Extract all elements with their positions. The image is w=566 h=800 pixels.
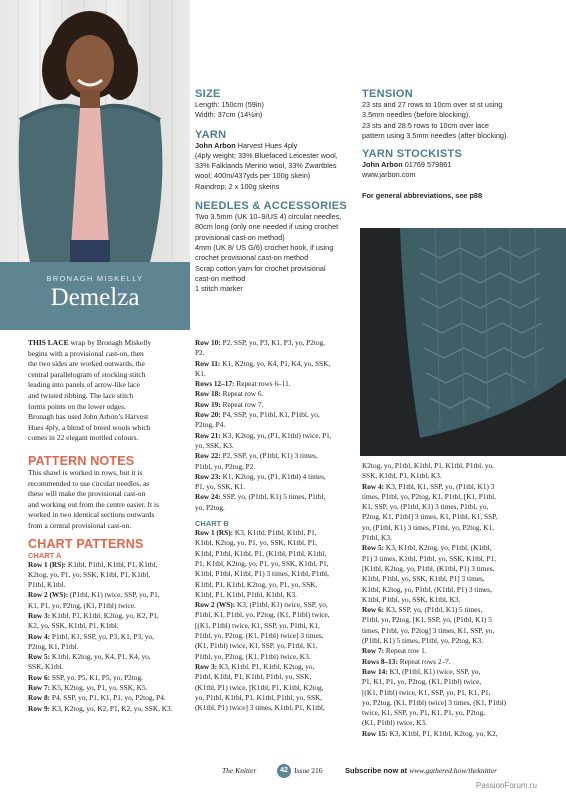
row-instructions: K1.	[195, 368, 206, 378]
pattern-row	[362, 708, 562, 718]
model-wearing-shawl-image	[0, 0, 190, 262]
pattern-row	[28, 704, 193, 714]
row-instructions: yo, P1tbl, K1tbl, P1, K1tbl, P1tbl, yo, SSK,	[195, 692, 323, 702]
pattern-row	[195, 590, 361, 600]
row-instructions: K3, K1tbl, P1tbl, K1tbl, P1,	[233, 528, 317, 538]
intro-line: comes in 22 elegant mottled colours.	[28, 433, 139, 443]
needles-line: 80cm long (only one needed if using crochet	[195, 222, 339, 232]
row-label: Row 4:	[362, 481, 385, 491]
pattern-row	[195, 703, 361, 713]
pattern-row	[28, 693, 193, 703]
pattern-row	[195, 631, 361, 641]
needles-line: Scrap cotton yarn for crochet provisional	[195, 263, 326, 273]
row-instructions: K2tog, yo, P1, yo, SSK, K1tbl, P1, K1tbl,	[28, 569, 151, 579]
row-instructions: times, P1tbl, yo, P2tog] 3 times, K1, SSP, yo,	[362, 625, 495, 635]
pattern-notes-text: This shawl is worked in rows, but it is recommended to use circular needles, as these will make the provisional cast-on and working out from the centre easier. It is worked in two identical sections outwards from a central provisional cast-on.	[28, 467, 160, 530]
row-label: Row 11:	[195, 358, 221, 368]
pattern-row	[362, 585, 562, 595]
intro-lead: THIS LACE	[28, 338, 69, 347]
row-instructions: K3, K1tbl, P1, K1tbl, K2tog, yo, K2,	[387, 728, 498, 738]
pattern-row	[362, 533, 562, 543]
pattern-row	[195, 621, 361, 631]
row-instructions: K1tbl, K2tog, yo, P1, yo, SSK, K1tbl, P1,	[195, 538, 318, 548]
pattern-row	[362, 677, 562, 687]
pattern-row	[362, 543, 562, 553]
row-instructions: K3, K1tbl, K2tog, yo, P1tbl, (K1tbl,	[384, 543, 492, 553]
intro-line: the two sides are worked outwards, the	[28, 359, 145, 369]
pattern-row	[362, 626, 562, 636]
row-instructions: twice, K1, SSP, yo, P1, K1, P1, yo, P2tog,	[362, 708, 486, 718]
row-instructions: P1tbl, yo, P2tog, (K1, P1tbl) twice, K3.	[195, 651, 311, 661]
stockists-heading: YARN STOCKISTS	[362, 148, 463, 161]
row-label: Row 2 (WS):	[195, 600, 236, 610]
chart-a-heading: CHART A	[28, 550, 62, 560]
pattern-row	[362, 492, 562, 502]
row-instructions: Repeat row 6.	[220, 389, 264, 399]
shawl-detail-photo	[360, 228, 566, 456]
yarn-line: 33% Falklands Merino wool, 33% Zwartbles	[195, 161, 337, 171]
row-instructions: (P1tbl, K1) 5 times, P1tbl, yo, P2tog, K3.	[362, 636, 484, 646]
yarn-line: (4ply weight; 33% Bluefaced Leicester wool,	[195, 150, 338, 160]
pattern-row	[28, 673, 193, 683]
pattern-row	[28, 621, 193, 631]
pattern-row	[195, 580, 361, 590]
row-instructions: P1tbl, yo, P2tog, P2.	[195, 461, 256, 471]
subscribe-text: Subscribe now at www.gathered.how/theknitter	[345, 766, 498, 775]
chart-a-rows-continued	[195, 338, 361, 513]
row-instructions: K1, SSP, yo, (P1tbl, K1) 3 times, P1tbl, yo,	[362, 502, 489, 512]
pattern-row	[362, 574, 562, 584]
row-label: Rows 12–17:	[195, 379, 235, 389]
pattern-row	[28, 580, 193, 590]
row-instructions: P1tbl, K3.	[362, 533, 392, 543]
tension-heading: TENSION	[362, 88, 413, 100]
row-instructions: (K1, P1tbl) twice, K3.	[362, 718, 427, 728]
pattern-row	[195, 431, 361, 441]
row-instructions: [K1tbl, K2tog, yo, P1tbl, (K1tbl, P1) 3 times,	[362, 563, 495, 573]
row-instructions: K2, yo, SSK, K1tbl, P1, K1tbl.	[28, 621, 119, 631]
row-instructions: P2tog, K1, P1tbl.	[28, 641, 79, 651]
specs-middle-column	[195, 88, 360, 294]
row-instructions: P1, K1, P1, yo, P2tog, (K1, P1tbl) twice,	[362, 677, 482, 687]
row-label: Row 14:	[362, 666, 388, 676]
pattern-row	[195, 379, 361, 389]
pattern-row	[195, 503, 361, 513]
page-number: 42	[277, 764, 291, 778]
yarn-name: Harvest Hues 4ply	[235, 140, 298, 150]
chart-a-rows	[28, 560, 193, 714]
pattern-row	[195, 400, 361, 410]
tension-line: 23 sts and 28.5 rows to 10cm over lace	[362, 120, 489, 130]
row-label: Row 3:	[28, 610, 51, 620]
row-instructions: (P1tbl, K1) twice, SSP, yo, P1,	[68, 590, 160, 600]
row-label: Row 5:	[362, 543, 385, 553]
column-3	[362, 461, 562, 739]
pattern-row	[195, 359, 361, 369]
pattern-row	[28, 662, 193, 672]
row-label: Row 9:	[28, 703, 51, 713]
size-heading: SIZE	[195, 88, 221, 100]
pattern-row	[195, 610, 361, 620]
pattern-row	[362, 667, 562, 677]
row-instructions: [(K1, P1tbl) twice, K1, SSP, yo, P1tbl, K1,	[195, 620, 320, 630]
row-instructions: K1tbl, P1tbl, yo, SSK, K1tbl, K3.	[362, 594, 461, 604]
pattern-row	[362, 688, 562, 698]
row-instructions: SSP, yo, P5, K1, P5, yo, P2tog.	[50, 672, 143, 682]
pattern-row	[28, 590, 193, 600]
row-instructions: P1tbl, K1, P1tbl, yo, P2tog, (K1, P1tbl) twice,	[195, 610, 330, 620]
row-label: Row 23:	[195, 471, 221, 481]
row-label: Row 5:	[28, 652, 51, 662]
row-label: Row 3:	[195, 661, 218, 671]
yarn-line: wool; 400m/437yds per 100g skein)	[195, 171, 311, 181]
pattern-row	[362, 657, 562, 667]
needles-line: 1 stitch marker	[195, 284, 243, 294]
specs-right-column	[362, 88, 562, 201]
row-instructions: K1, K2tog, yo, (P1, K1tbl) 4 times,	[220, 471, 326, 481]
row-instructions: P1) 3 times, K1tbl, P1tbl, yo, SSK, K1tbl, P1,	[362, 553, 496, 563]
intro-paragraph	[28, 338, 193, 444]
row-instructions: P4, SSP, yo, P1, K1, P1, yo, P2tog, P4.	[50, 693, 166, 703]
row-instructions: K1tbl, P1, K1tbl, P1tbl, K1tbl, K3.	[195, 589, 297, 599]
row-instructions: (K1, P1tbl) twice, K1, SSP, yo, P1tbl, K1,	[195, 641, 318, 651]
row-instructions: yo, P2tog.	[195, 502, 225, 512]
row-label: Row 20:	[195, 410, 221, 420]
row-label: Row 18:	[195, 389, 221, 399]
row-instructions: K5, K2tog, yo, P1, yo, SSK, K5.	[50, 683, 148, 693]
row-instructions: P1tbl, K1tbl.	[28, 580, 66, 590]
row-instructions: K2tog, yo, P1tbl, K1tbl, P1, K1tbl, P1tbl, yo,	[362, 461, 494, 470]
row-instructions: K1tbl, P1, K1tbl, K2tog, yo, K2, P1,	[50, 610, 159, 620]
pattern-row	[195, 600, 361, 610]
chart-b-rows	[195, 528, 361, 713]
yarn-line: Raindrop; 2 x 100g skeins	[195, 181, 280, 191]
pattern-row	[362, 523, 562, 533]
stockist-brand: John Arbon	[362, 160, 403, 170]
pattern-title: Demelza	[50, 284, 140, 311]
pattern-row	[195, 472, 361, 482]
row-instructions: P1tbl, yo, P2tog, [K1, SSP, yo, (P1tbl, K1) 5	[362, 615, 492, 625]
pattern-row	[362, 615, 562, 625]
pattern-row	[195, 559, 361, 569]
chart-b-heading: CHART B	[195, 519, 229, 529]
chart-patterns-heading: CHART PATTERNS	[28, 536, 144, 551]
pattern-row	[195, 672, 361, 682]
row-instructions: K3, SSP, yo, (P1tbl, K1) 5 times,	[384, 605, 483, 615]
row-instructions: P1tbl, K1, SSP, yo, P3, K1, P3, yo,	[50, 631, 154, 641]
pattern-row	[195, 451, 361, 461]
row-label: Row 8:	[28, 693, 51, 703]
pattern-row	[195, 420, 361, 430]
pattern-row	[362, 461, 562, 471]
pattern-row	[362, 564, 562, 574]
pattern-row	[362, 718, 562, 728]
title-panel	[0, 262, 190, 330]
designer-name: BRONAGH MISKELLY	[46, 274, 144, 283]
pattern-row	[362, 471, 562, 481]
stockist-website-link[interactable]: www.jarbon.com	[362, 170, 416, 180]
pattern-row	[362, 502, 562, 512]
pattern-row	[362, 512, 562, 522]
row-instructions: P2tog, K1, P1tbl] 3 times, K1, P1tbl, K1, SSP,	[362, 512, 498, 522]
chart-b-rows-continued	[362, 461, 562, 739]
row-instructions: (K1tbl, P1) twice, [K1tbl, P1, K1tbl, K2tog,	[195, 682, 324, 692]
pattern-notes-heading: PATTERN NOTES	[28, 453, 135, 468]
size-line: Width: 37cm (14½in)	[195, 110, 263, 120]
row-instructions: yo, P2tog, (K1, P1tbl) twice] 3 times, (K1, P1tbl)	[362, 697, 507, 707]
row-instructions: SSK, K1tbl.	[28, 662, 64, 672]
row-label: Rows 8–13:	[362, 656, 398, 666]
row-label: Row 4:	[28, 631, 51, 641]
pattern-row	[362, 636, 562, 646]
tension-line: pattern using 3.5mm needles (after blocking).	[362, 130, 509, 140]
row-label: Row 1 (RS):	[28, 559, 67, 569]
pattern-row	[195, 369, 361, 379]
needles-line: Two 3.5mm (UK 10–9/US 4) circular needles,	[195, 212, 342, 222]
pattern-row	[362, 595, 562, 605]
pattern-row	[195, 410, 361, 420]
intro-line: central parallelogram of stocking stitch	[28, 369, 146, 379]
yarn-brand-line	[195, 141, 360, 151]
row-instructions: K1tbl, K2tog, yo, K4, P1, K4, yo,	[50, 652, 151, 662]
tension-line: 23 sts and 27 rows to 10cm over st st using	[362, 100, 503, 109]
row-instructions: K1, P1, yo, P2tog, (K1, P1tbl) twice.	[28, 600, 136, 610]
row-instructions: Repeat row 1.	[384, 646, 427, 656]
page-footer	[0, 762, 566, 782]
pattern-row	[195, 549, 361, 559]
row-instructions: K3, (P1tbl, K1) twice, SSP, yo,	[235, 600, 328, 610]
column-1	[28, 338, 193, 714]
column-2	[195, 338, 361, 713]
row-label: Row 22:	[195, 451, 221, 461]
intro-line: and twisted ribbing. The lace stitch	[28, 390, 134, 400]
pattern-row	[362, 729, 562, 739]
row-label: Row 6:	[362, 605, 385, 615]
row-instructions: Repeat row 7.	[220, 399, 264, 409]
row-instructions: K1tbl, P1, K1tbl, K2tog, yo, P1, yo, SSK,	[195, 579, 318, 589]
pattern-row	[28, 560, 193, 570]
row-instructions: K1tbl, P1tbl, K1tbl, P1) 3 times, K1tbl, P1tbl,	[195, 569, 329, 579]
pattern-row	[28, 570, 193, 580]
needles-heading: NEEDLES & ACCESSORIES	[195, 200, 347, 213]
intro-line: forms points on the lower edges.	[28, 401, 126, 411]
row-instructions: P1tbl, yo, P2tog, (K1, P1tbl) twice] 3 times,	[195, 631, 324, 641]
row-label: Row 15:	[362, 728, 388, 738]
row-instructions: K1tbl, P1tbl, yo, SSK, K1tbl, P1] 3 times,	[362, 574, 485, 584]
intro-line: begins with a provisional cast-on, then	[28, 348, 144, 358]
row-instructions: (K1tbl, P1) twice] 3 times, K1tbl, P1, K1tbl,	[195, 703, 325, 713]
needles-line: cast-on method	[195, 273, 246, 283]
pattern-row	[362, 698, 562, 708]
row-instructions: Repeat rows 6–11.	[234, 379, 291, 389]
needles-line: crochet provisional cast-on method	[195, 253, 309, 263]
row-instructions: SSK, K1tbl, P1, K1tbl, K3.	[362, 471, 442, 481]
yarn-brand: John Arbon	[195, 140, 236, 150]
pattern-row	[195, 462, 361, 472]
pattern-row	[195, 693, 361, 703]
intro-line: Hues 4ply, a blend of breed wools which	[28, 422, 151, 432]
row-instructions: K3, P1tbl, K1, SSP, yo, (P1tbl, K1) 3	[384, 481, 495, 491]
row-instructions: K3, (P1tbl, K1) twice, SSP, yo,	[387, 666, 481, 676]
row-instructions: K3, K2tog, yo, (P1, K1tbl) twice, P1,	[220, 430, 332, 440]
pattern-row	[195, 662, 361, 672]
magazine-name: The Knitter	[222, 766, 257, 775]
row-label: Row 21:	[195, 430, 221, 440]
row-instructions: SSP, yo, (P1tbl, K1) 5 times, P1tbl,	[220, 492, 326, 502]
row-instructions: P2tog, P4.	[195, 420, 226, 430]
intro-line: wrap by Bronagh Miskelly	[68, 338, 152, 347]
pattern-row	[195, 538, 361, 548]
row-instructions: K1tbl, P1tbl, K1tbl, P1, (K1tbl, P1tbl, K1tbl,	[195, 548, 327, 558]
size-line: Length: 150cm (59in)	[195, 100, 264, 109]
watermark: PassionForum.ru	[476, 781, 537, 790]
row-instructions: K1tbl, P1tbl, K1tbl, P1, K1tbl,	[66, 559, 158, 569]
row-instructions: P2.	[195, 348, 205, 358]
row-instructions: K1tbl, K2tog, yo, P1tbl, (K1tbl, P1) 3 times,	[362, 584, 492, 594]
row-label: Row 19:	[195, 399, 221, 409]
pattern-row	[195, 389, 361, 399]
intro-line: Bronagh has used John Arbon’s Harvest	[28, 412, 149, 422]
row-instructions: yo, SSK, K3.	[195, 440, 234, 450]
pattern-row	[195, 338, 361, 348]
row-instructions: K3, K2tog, yo, K2, P1, K2, yo, SSK, K3.	[50, 703, 173, 713]
pattern-row	[362, 605, 562, 615]
row-label: Row 24:	[195, 492, 221, 502]
pattern-row	[195, 652, 361, 662]
row-instructions: [(K1, P1tbl) twice, K1, SSP, yo, P1, K1, P1,	[362, 687, 491, 697]
row-label: Row 10:	[195, 338, 221, 347]
pattern-row	[195, 441, 361, 451]
stockist-phone: 01769 579861	[402, 160, 452, 170]
abbreviations-note: For general abbreviations, see p88	[362, 190, 483, 200]
hero-photo	[0, 0, 190, 262]
pattern-row	[362, 482, 562, 492]
pattern-row	[195, 348, 361, 358]
pattern-row	[28, 601, 193, 611]
needles-line: 4mm (UK 8/ US G/6) crochet hook, if using	[195, 242, 334, 252]
row-instructions: P2, SSP, yo, (P1tbl, K1) 3 times,	[220, 451, 318, 461]
row-label: Row 6:	[28, 672, 51, 682]
pattern-row	[195, 569, 361, 579]
row-label: Row 2 (WS):	[28, 590, 69, 600]
row-instructions: P1, yo, SSK, K1.	[195, 482, 246, 492]
pattern-row	[28, 642, 193, 652]
intro-line: leading into panels of arrow-like lace	[28, 380, 140, 390]
shawl-lace-detail-image	[360, 228, 566, 456]
issue-number: Issue 216	[294, 766, 323, 775]
pattern-row	[28, 652, 193, 662]
row-instructions: yo, (P1tbl, K1) 3 times, P1tbl, yo, P2tog, K1,	[362, 522, 494, 532]
pattern-row	[362, 554, 562, 564]
pattern-row	[195, 528, 361, 538]
row-label: Row 1 (RS):	[195, 528, 234, 538]
pattern-row	[195, 482, 361, 492]
row-instructions: P4, SSP, yo, P1tbl, K1, P1tbl, yo,	[220, 410, 320, 420]
row-label: Row 7:	[28, 683, 51, 693]
row-instructions: P1tbl, K1tbl, P1, K1tbl, P1tbl, yo, SSK,	[195, 672, 312, 682]
row-instructions: P1, K1tbl, K2tog, yo, P1, yo, SSK, K1tbl, P1,	[195, 558, 329, 568]
tension-line: 3.5mm needles (before blocking).	[362, 110, 471, 120]
pattern-row	[195, 683, 361, 693]
pattern-row	[195, 641, 361, 651]
pattern-row	[28, 683, 193, 693]
subscribe-link[interactable]: www.gathered.how/theknitter	[409, 766, 498, 775]
row-instructions: P2, SSP, yo, P3, K1, P3, yo, P2tog,	[220, 338, 325, 347]
row-label: Row 7:	[362, 646, 385, 656]
stockist-line	[362, 160, 562, 170]
row-instructions: K1, K2tog, yo, K4, P1, K4, yo, SSK,	[220, 358, 331, 368]
yarn-heading: YARN	[195, 128, 227, 141]
pattern-row	[362, 646, 562, 656]
pattern-row	[195, 492, 361, 502]
row-instructions: K3, K1tbl, P1, K1tbl, K2tog, yo,	[217, 661, 315, 671]
row-instructions: times, P1tbl, yo, P2tog, K1, P1tbl, [K1, P1tbl,	[362, 491, 496, 501]
needles-line: provisional cast-on method)	[195, 232, 285, 242]
pattern-row	[28, 632, 193, 642]
pattern-row	[28, 611, 193, 621]
row-instructions: Repeat rows 2–7.	[397, 656, 451, 666]
